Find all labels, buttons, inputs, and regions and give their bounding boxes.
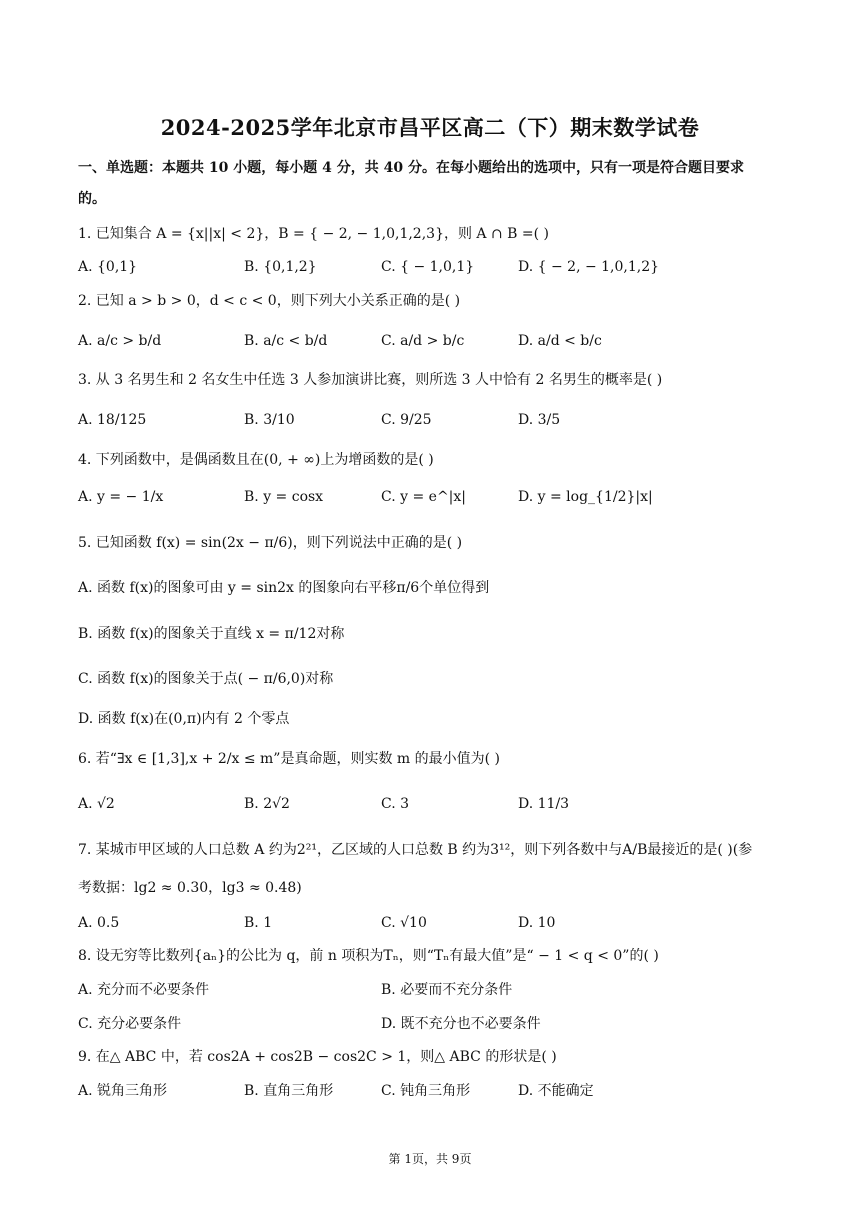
question-9-option-b: B. 直角三角形 <box>244 1083 334 1099</box>
question-9-option-a: A. 锐角三角形 <box>78 1083 168 1099</box>
question-8-option-c: C. 充分必要条件 <box>78 1016 182 1032</box>
question-5-stem: 5. 已知函数 f(x) = sin(2x − π/6)，则下列说法中正确的是( ) <box>78 535 463 551</box>
question-1-stem: 1. 已知集合 A = {x||x| < 2}，B = { − 2, − 1,0,1,2,3}，则 A ∩ B =( ) <box>78 226 550 242</box>
question-7-option-d: D. 10 <box>518 915 556 931</box>
question-5-option-d: D. 函数 f(x)在(0,π)内有 2 个零点 <box>78 711 290 727</box>
page-footer: 第 1页，共 9页 <box>388 1152 472 1166</box>
question-2-option-b: B. a/c < b/d <box>244 333 328 349</box>
question-1-option-d: D. { − 2, − 1,0,1,2} <box>518 259 660 275</box>
question-7-option-a: A. 0.5 <box>78 915 120 931</box>
question-5-option-a: A. 函数 f(x)的图象可由 y = sin2x 的图象向右平移π/6个单位得到 <box>78 580 490 596</box>
question-7-option-b: B. 1 <box>244 915 273 931</box>
question-3-stem: 3. 从 3 名男生和 2 名女生中任选 3 人参加演讲比赛，则所选 3 人中恰有 2 名男生的概率是( ) <box>78 372 663 388</box>
question-3-option-c: C. 9/25 <box>381 412 432 428</box>
question-1-option-b: B. {0,1,2} <box>244 259 317 275</box>
question-7-stem-continued: 考数据：lg2 ≈ 0.30，lg3 ≈ 0.48) <box>78 880 302 896</box>
question-8-option-b: B. 必要而不充分条件 <box>381 982 513 998</box>
question-7-stem: 7. 某城市甲区域的人口总数 A 约为2²¹，乙区域的人口总数 B 约为3¹²，则下列各数中与A/B最接近的是( )(参 <box>78 842 753 858</box>
question-8-option-d: D. 既不充分也不必要条件 <box>381 1016 541 1032</box>
question-4-option-d: D. y = log_{1/2}|x| <box>518 489 653 505</box>
question-2-option-a: A. a/c > b/d <box>78 333 162 349</box>
question-4-option-c: C. y = e^|x| <box>381 489 466 505</box>
question-3-option-d: D. 3/5 <box>518 412 561 428</box>
question-6-option-a: A. √2 <box>78 796 115 812</box>
page-title: 2024-2025学年北京市昌平区高二（下）期末数学试卷 <box>160 115 700 140</box>
question-6-option-d: D. 11/3 <box>518 796 570 812</box>
question-8-stem: 8. 设无穷等比数列{aₙ}的公比为 q，前 n 项积为Tₙ，则“Tₙ有最大值”是“ − 1 < q < 0”的( ) <box>78 948 659 964</box>
question-6-stem: 6. 若“∃x ∈ [1,3],x + 2/x ≤ m”是真命题，则实数 m 的最小值为( ) <box>78 751 501 767</box>
question-4-option-a: A. y = − 1/x <box>78 489 164 505</box>
question-9-stem: 9. 在△ ABC 中，若 cos2A + cos2B − cos2C > 1，则△ ABC 的形状是( ) <box>78 1049 557 1065</box>
question-1-option-a: A. {0,1} <box>78 259 138 275</box>
question-2-stem: 2. 已知 a > b > 0，d < c < 0，则下列大小关系正确的是( ) <box>78 293 461 309</box>
question-4-stem: 4. 下列函数中，是偶函数且在(0, + ∞)上为增函数的是( ) <box>78 452 434 468</box>
question-7-option-c: C. √10 <box>381 915 427 931</box>
question-5-option-c: C. 函数 f(x)的图象关于点( − π/6,0)对称 <box>78 671 334 687</box>
question-2-option-c: C. a/d > b/c <box>381 333 465 349</box>
section-heading-line2: 的。 <box>78 191 106 207</box>
question-9-option-c: C. 钝角三角形 <box>381 1083 471 1099</box>
question-9-option-d: D. 不能确定 <box>518 1083 594 1099</box>
question-6-option-c: C. 3 <box>381 796 410 812</box>
question-2-option-d: D. a/d < b/c <box>518 333 602 349</box>
question-3-option-b: B. 3/10 <box>244 412 295 428</box>
question-3-option-a: A. 18/125 <box>78 412 147 428</box>
question-8-option-a: A. 充分而不必要条件 <box>78 982 210 998</box>
question-6-option-b: B. 2√2 <box>244 796 290 812</box>
question-5-option-b: B. 函数 f(x)的图象关于直线 x = π/12对称 <box>78 626 345 642</box>
section-heading-line1: 一、单选题：本题共 10 小题，每小题 4 分，共 40 分。在每小题给出的选项中，只有一项是符合题目要求 <box>78 160 744 176</box>
question-4-option-b: B. y = cosx <box>244 489 324 505</box>
question-1-option-c: C. { − 1,0,1} <box>381 259 475 275</box>
